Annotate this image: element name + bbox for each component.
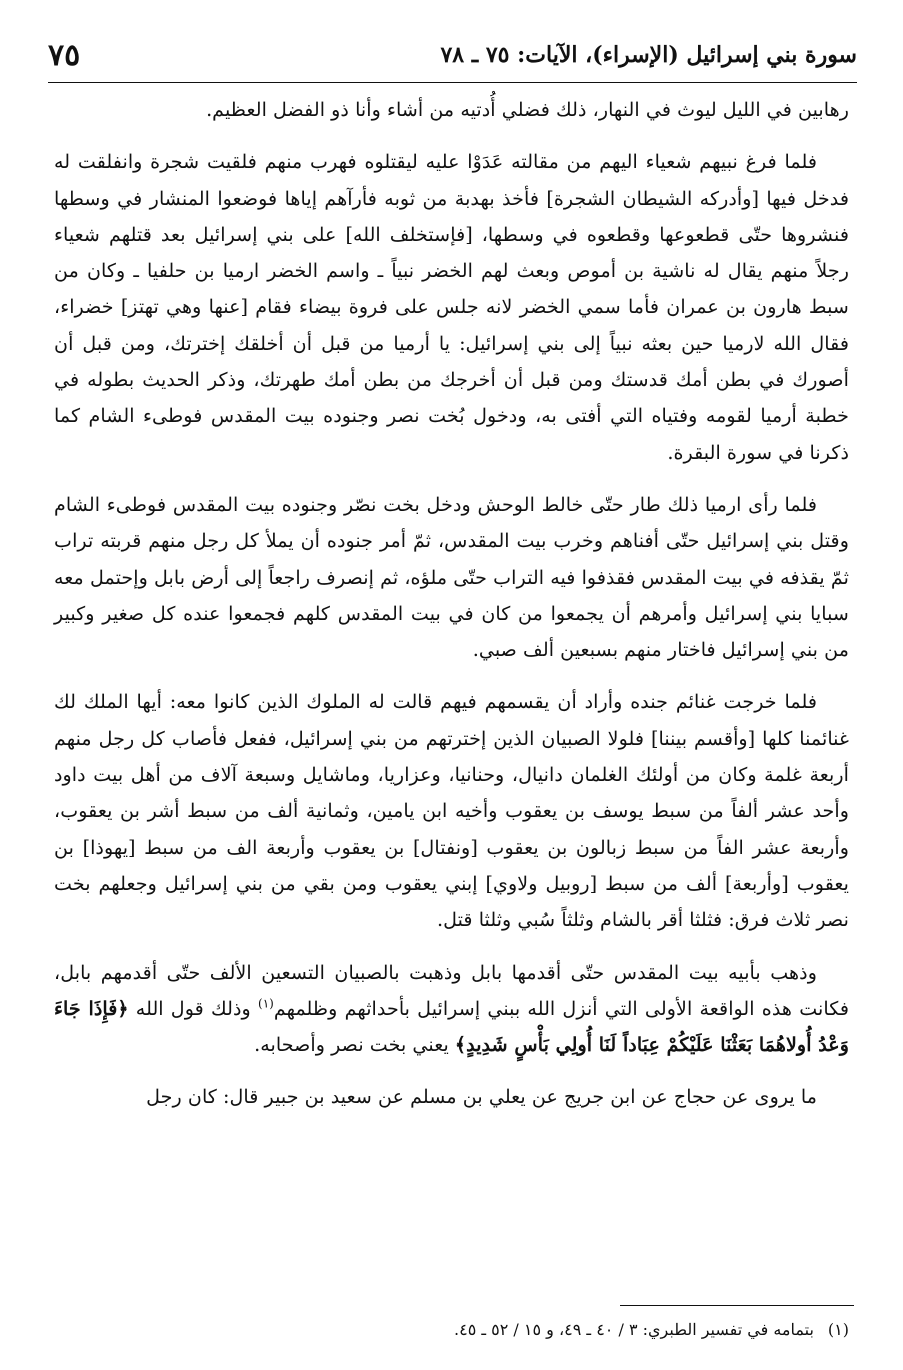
running-title: سورة بني إسرائيل (الإسراء)، الآيات: ٧٥ ـ ٧٨	[440, 42, 857, 68]
paragraph-5-text-middle: وذلك قول الله	[128, 996, 258, 1020]
paragraph-3: فلما رأى ارميا ذلك طار حتّى خالط الوحش ودخل بخت نصّر وجنوده بيت المقدس فوطىء الشام وقتل بني إسرائيل حتّى أفناهم وخرب بيت المقدس، ثمّ أمر جنوده أن يملأ كل رجل منهم قربته تراب ثمّ يقذفه في بيت المقدس فقذفوا فيه التراب حتّى ملؤه، ثم إنصرف راجعاً إلى أرض بابل وإحتمل معه سبايا بني إسرائيل وأمرهم أن يجمعوا من كان في بيت المقدس كلهم فجمعوا عنده كل صغير وكبير من بني إسرائيل فاختار منهم بسبعين ألف صبي.	[54, 492, 849, 662]
footnote	[54, 1316, 849, 1344]
quran-verse: ﴿فَإِذَا جَاءَ وَعْدُ أُولاهُمَا بَعَثْنَا عَلَيْكُمْ عِبَاداً لَنَا أُولِي بَأْسٍ شَدِيدٍ﴾	[54, 996, 849, 1057]
paragraph-5	[54, 955, 849, 1064]
footnote-rule	[620, 1305, 854, 1306]
footnote-reference: (١)	[258, 996, 274, 1011]
page-number: ٧٥	[48, 38, 81, 73]
paragraph-2: فلما فرغ نبيهم شعياء اليهم من مقالته عَدَوْا عليه ليقتلوه فهرب منهم فلقيت شجرة وانفلقت له فدخل فيها [وأدركه الشيطان الشجرة] فأخذ بهدبة من ثوبه فأرآهم إياها فوضعوا المنشار في وسطها فنشروها حتّى قطعوعها وقطعوه في وسطها، [فإستخلف الله] على بني إسرائيل بعد قتلهم شعياء رجلاً منهم يقال له ناشية بن أموص وبعث لهم الخضر نبياً ـ واسم الخضر ارميا بن حلفيا ـ وكان من سبط هارون بن عمران فأما سمي الخضر لانه جلس على فروة بيضاء فقام [عنها وهي تهتز] خضراء، فقال الله لارميا حين بعثه نبياً إلى بني إسرائيل: يا أرميا من قبل أن أخلقك إخترتك، ومن قبل أن أصورك في بطن أمك قدستك ومن قبل أن أخرجك من بطن أمك طهرتك، وذكر الحديث بطوله في خطبة أرميا لقومه وفتياه التي أفتى به، ودخول بُخت نصر وجنوده بيت المقدس فوطىء الشام كما ذكرنا في سورة البقرة.	[54, 150, 849, 464]
footnote-number: (١)	[827, 1320, 849, 1339]
paragraph-5-text-end: يعني بخت نصر وأصحابه.	[254, 1033, 455, 1057]
paragraph-5-text: وذهب بأبيه بيت المقدس حتّى أقدمها بابل وذهبت بالصبيان التسعين الألف حتّى أقدمهم بابل، فكانت هذه الواقعة الأولى التي أنزل الله ببني إسرائيل بأحداثهم وظلمهم	[54, 960, 849, 1020]
paragraph-4: فلما خرجت غنائم جنده وأراد أن يقسمهم فيهم قالت له الملوك الذين كانوا معه: أيها الملك لك غنائمنا كلها [وأقسم بيننا] فلولا الصبيان الذين إخترتهم من بني إسرائيل، ففعل فأصاب كل رجل منهم أربعة غلمة وكان من أولئك الغلمان دانيال، وحنانيا، وعزاريا، وماشايل وسبعة آلاف من أهل بيت داود وأحد عشر ألفاً من سبط يوسف بن يعقوب وأخيه ابن يامين، وثمانية ألف من سبط أشر بن يعقوب، وأربعة عشر الفاً من سبط زبالون بن يعقوب [ونفتال] بن يعقوب وأربعة الف من سبط [يهوذا] بن يعقوب [وأربعة] ألف من سبط [روبيل ولاوي] إبني يعقوب ومن بقي من بني إسرائيل وجعلهم بخت نصر ثلاث فرق: فثلثا أقر بالشام وثلثاً سُبي وثلثا قتل.	[54, 690, 849, 932]
header-rule	[48, 82, 857, 83]
footnote-text: بتمامه في تفسير الطبري: ٣ / ٤٠ ـ ٤٩، و ١٥ / ٥٢ ـ ٤٥.	[454, 1320, 814, 1339]
main-text	[54, 92, 849, 1132]
paragraph-6: ما يروى عن حجاج عن ابن جريج عن يعلي بن مسلم عن سعيد بن جبير قال: كان رجل	[146, 1085, 817, 1109]
paragraph-1: رهابين في الليل ليوث في النهار، ذلك فضلي أُدتيه من أشاء وأنا ذو الفضل العظيم.	[206, 98, 849, 121]
page-header	[48, 38, 857, 78]
